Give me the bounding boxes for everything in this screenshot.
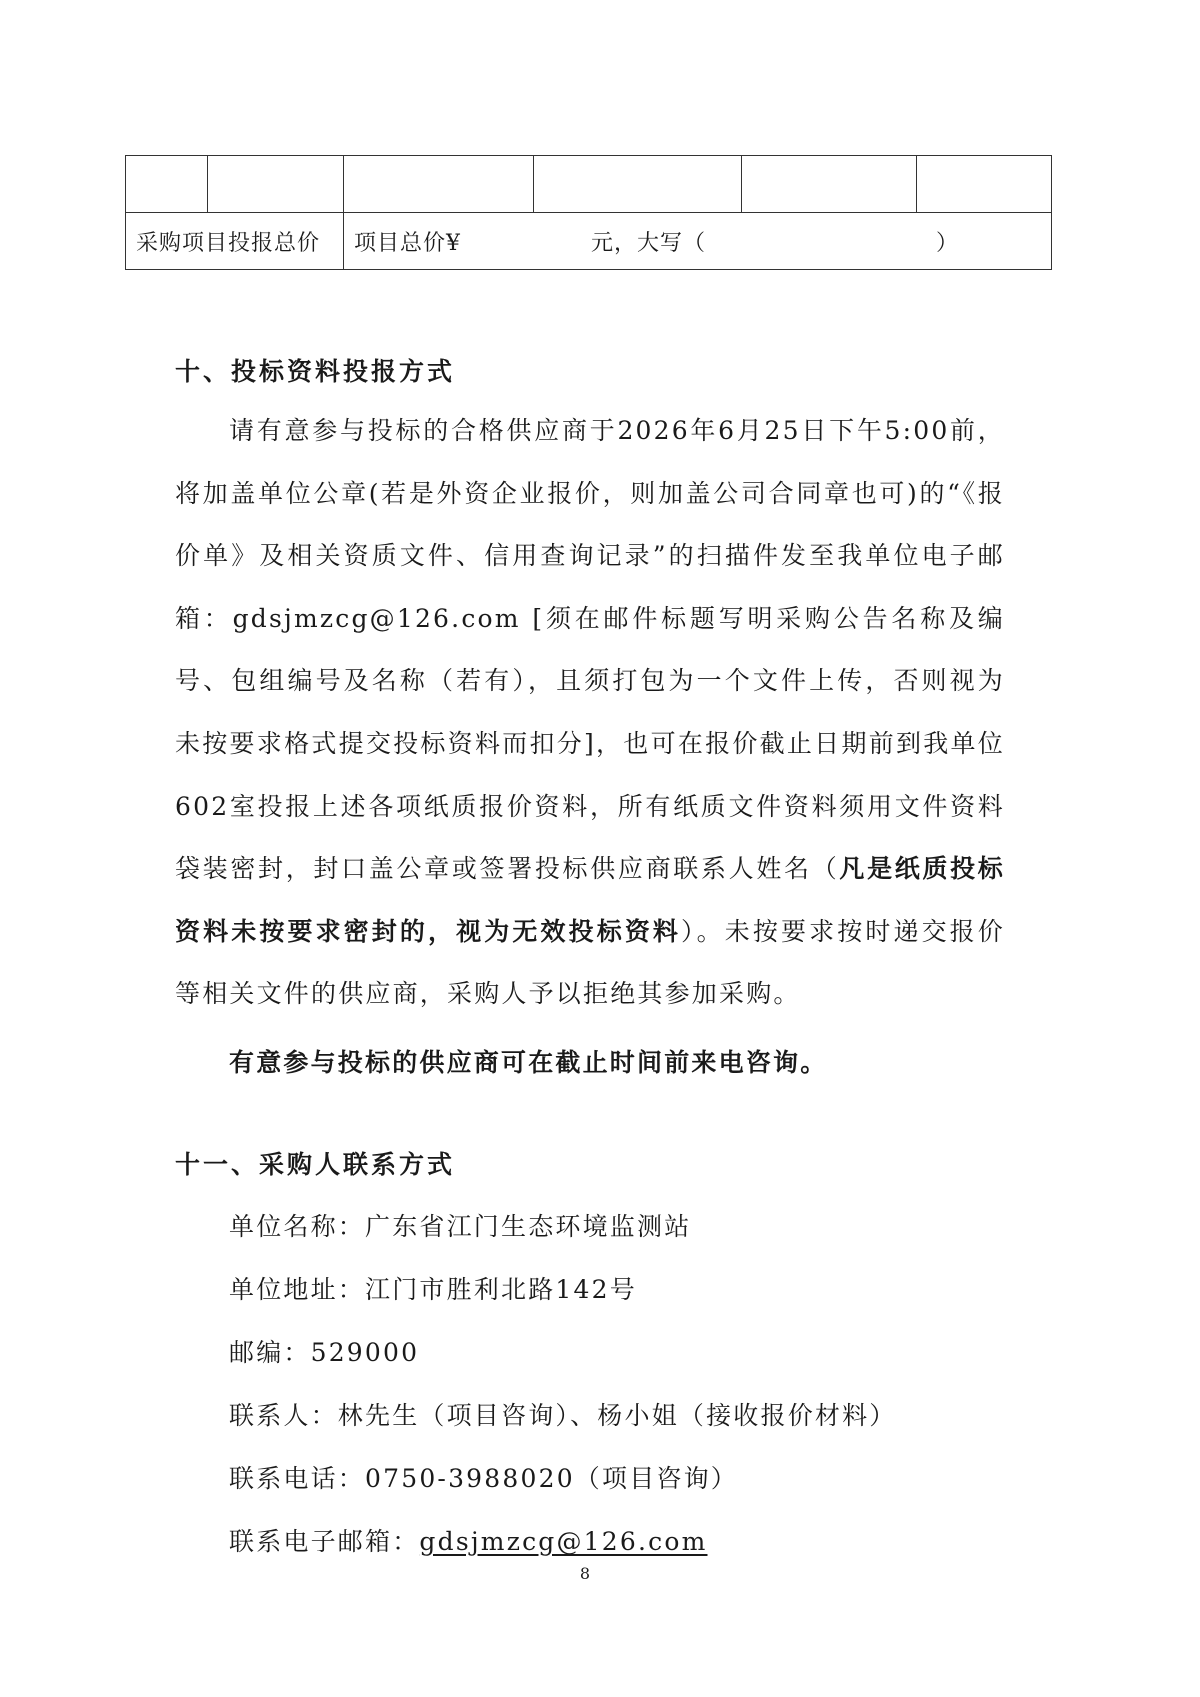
para1-bold-text: 凡是纸质投标资料未按要求密封的，视为无效投标资料 [175,854,1006,946]
unit-address: 单位地址：江门市胜利北路142号 [229,1275,637,1304]
section-10-paragraph [175,400,1005,1026]
total-value-mid: 元，大写（ [591,230,707,256]
table-cell [742,156,917,213]
table-row-total [126,213,1052,270]
section-10-heading: 十、投标资料投报方式 [175,357,456,386]
para1-text: 请有意参与投标的合格供应商于2026年6月25日下午5:00前，将加盖单位公章(若是外资企业报价，则加盖公司合同章也可)的“《报价单》及相关资质文件、信用查询记录”的扫描件发至我单位电子邮箱：gdsjmzcg@126.com [须在邮件标题写明采购公告名称及编号、包组编号及名称（若有），且须打包为一个文件上传，否则视为未按要求格式提交投标资料而扣分]，也可在报价截止日期前到我单位602室投报上述各项纸质报价资料，所有纸质文件资料须用文件资料袋装密封，封口盖公章或签署投标供应商联系人姓名（ [175,416,1005,884]
para1-text-end: ）。未按要求按时递交报价等相关文件的供应商，采购人予以拒绝其参加采购。 [175,916,1005,1009]
page-number: 8 [579,1564,591,1583]
table-row-blank [126,156,1052,213]
total-value-cell [344,213,1052,270]
contact-phone: 联系电话：0750-3988020（项目咨询） [229,1464,739,1493]
total-value-prefix: 项目总价¥ [354,230,461,256]
consult-note: 有意参与投标的供应商可在截止时间前来电咨询。 [229,1048,828,1077]
contact-person: 联系人：林先生（项目咨询）、杨小姐（接收报价材料） [229,1401,897,1430]
table-cell [126,156,208,213]
table-cell [344,156,534,213]
total-value-suffix: ） [936,230,960,256]
contact-email-line [229,1522,708,1558]
contact-email-label: 联系电子邮箱： [229,1527,420,1556]
section-11-heading: 十一、采购人联系方式 [175,1150,456,1179]
unit-name: 单位名称：广东省江门生态环境监测站 [229,1212,692,1241]
postcode: 邮编：529000 [229,1338,420,1367]
contact-email-link[interactable]: gdsjmzcg@126.com [419,1527,708,1556]
table-cell [208,156,344,213]
table-cell [917,156,1052,213]
table-cell [534,156,742,213]
total-label-cell: 采购项目投报总价 [126,213,344,270]
price-table [125,155,1052,270]
